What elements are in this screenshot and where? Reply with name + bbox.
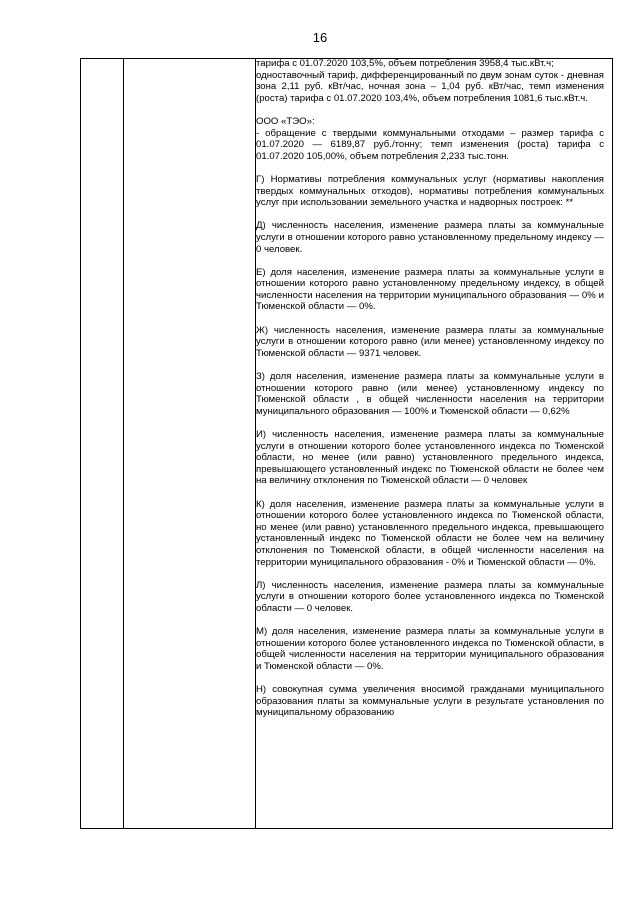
- table-content-cell: [256, 58, 604, 829]
- paragraph-d: Д) численность населения, изменение размера платы за коммунальные услуги в отношении которого равно установленному предельному индексу — 0 человек.: [256, 220, 604, 255]
- paragraph-e: Е) доля населения, изменение размера платы за коммунальные услуги в отношении которого равно установленному предельному индексу, в общей численности населения на территории муниципального образования — 0% и Тюменской области — 0%.: [256, 266, 604, 313]
- paragraph-zh: Ж) численность населения, изменение размера платы за коммунальные услуги в отношении которого равно (или менее) установленному индексу по Тюменской области — 9371 человек.: [256, 324, 604, 359]
- paragraph-i: И) численность населения, изменение размера платы за коммунальные услуги в отношении которого более установленного индекса по Тюменской области, но менее (или равно) установленного предельного индекса, превышающего установленный индекс по Тюменской области не более чем на величину отклонения по Тюменской области — 0 человек: [256, 429, 604, 487]
- paragraph-z: З) доля населения, изменение размера платы за коммунальные услуги в отношении которого равно (или менее) установленному индексу по Тюменской области , в общей численности населения на территории муниципального образования — 100% и Тюменской области — 0,62%: [256, 371, 604, 417]
- column-divider: [123, 59, 124, 828]
- page-number: 16: [312, 30, 328, 45]
- paragraph-g: Г) Нормативы потребления коммунальных услуг (нормативы накопления твердых коммунальных отходов), нормативы потребления коммунальных услуг при использовании земельного участка и надворных построек: **: [256, 173, 604, 209]
- paragraph-teo: ООО «ТЭО»: - обращение с твердыми коммунальными отходами – размер тарифа с 01.07.2020 — 6189,87 руб./тонну; темп изменения (роста) тарифа с 01.07.2020 105,00%, объем потребления 2,233 тыс.тонн.: [256, 115, 604, 162]
- paragraph-k: К) доля населения, изменение размера платы за коммунальные услуги в отношении которого более установленного индекса по Тюменской области, но менее (или равно) установленного предельного индекса, превышающего установленный индекс по Тюменской области не более чем на величину отклонения по Тюменской области, в общей численности населения на территории муниципального образования - 0% и Тюменской области — 0%.: [256, 498, 604, 568]
- paragraph-tariff-continuation: тарифа с 01.07.2020 103,5%, объем потребления 3958,4 тыс.кВт.ч; одноставочный тариф, дифференцированный по двум зонам суток - дневная зона 2,11 руб. кВт/час, ночная зона – 1,04 руб. кВт/час, темп изменения (роста) тарифа с 01.07.2020 103,4%, объем потребления 1081,6 тыс.кВт.ч.: [256, 58, 604, 104]
- paragraph-l: Л) численность населения, изменение размера платы за коммунальные услуги в отношении которого более установленного индекса по Тюменской области — 0 человек.: [256, 579, 604, 614]
- paragraph-n: Н) совокупная сумма увеличения вносимой гражданами муниципального образования платы за коммунальные услуги в результате установления по муниципальному образованию: [256, 684, 604, 719]
- paragraph-m: М) доля населения, изменение размера платы за коммунальные услуги в отношении которого более установленного индекса по Тюменской области, в общей численности населения на территории муниципального образования и Тюменской области — 0%.: [256, 626, 604, 672]
